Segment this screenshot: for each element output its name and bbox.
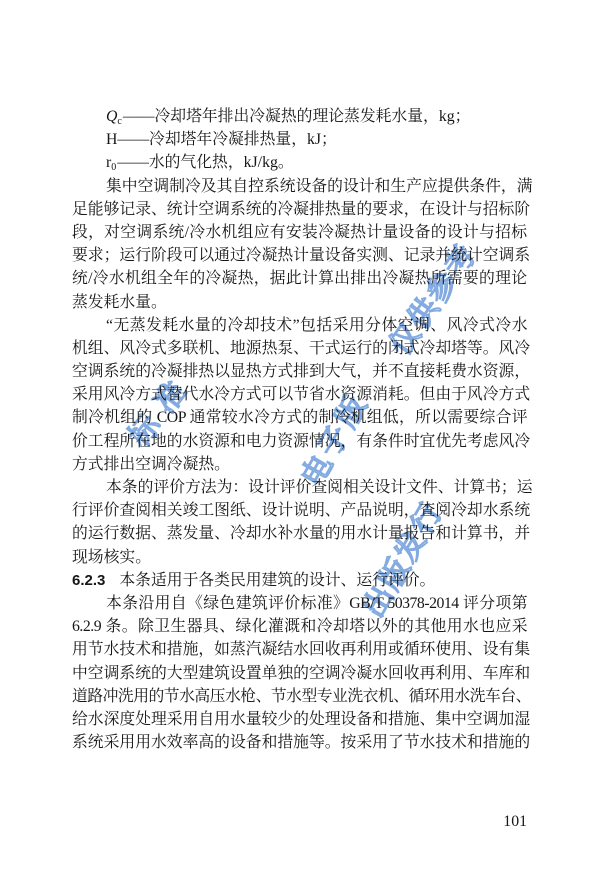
paragraph-line: 道路冲洗用的节水高压水枪、节水型专业洗衣机、循环用水洗车台、 [72,687,531,705]
definition-symbol: H [106,131,118,149]
paragraph-line: 制冷机组的 COP 通常较水冷方式的制冷机组低，所以需要综合评 [72,409,527,427]
page-number: 101 [503,813,527,830]
paragraph-line: 集中空调制冷及其自控系统设备的设计和生产应提供条件，满 [106,177,533,195]
paragraph-line: 给水深度处理采用自用水量较少的处理设备和措施、集中空调加湿 [72,710,531,728]
paragraph-line: 采用风冷方式替代水冷方式可以节省水资源消耗。但由于风冷方式 [72,386,531,404]
watermark-text: 电子版 [294,386,377,493]
paragraph-line: 行评价查阅相关竣工图纸、设计说明、产品说明，查阅冷却水系统 [72,502,531,520]
paragraph-line: 的运行数据、蒸发量、冷却水补水量的用水计量报告和计算书，并 [72,525,531,543]
paragraph-line: 用节水技术和措施，如蒸汽凝结水回收再利用或循环使用、设有集 [72,641,531,659]
definition-text: ——冷却塔年冷凝排热量，kJ； [117,131,337,149]
paragraph-line: 现场核实。 [72,548,151,566]
clause-number: 6.2.3 [72,571,106,589]
paragraph-line: 机组、风冷式多联机、地源热泵、干式运行的闭式冷却塔等。风冷 [72,339,531,357]
definition-qc [72,105,527,128]
watermark-text: 仅供参考 [382,237,485,363]
paragraph-line: 空调系统的冷凝排热以显热方式排到大气，并不直接耗费水资源， [72,363,531,381]
definition-text: ——水的气化热，kJ/kg。 [117,154,294,172]
definition-h [72,128,527,151]
definition-subscript: c [117,116,122,127]
watermark-text: 标准 [121,365,202,454]
body-text [72,105,533,754]
definition-symbol: r [106,154,112,172]
paragraph-line: 中空调系统的大型建筑设置单独的空调冷凝水回收再利用、车库和 [72,664,531,682]
paragraph-line: 足能够记录、统计空调系统的冷凝排热量的要求，在设计与招标阶 [72,200,531,218]
paragraph-line: 系统采用用水效率高的设备和措施等。按采用了节水技术和措施的 [72,734,531,752]
paragraph-line: “无蒸发耗水量的冷却技术”包括采用分体空调、风冷式冷水 [106,316,527,334]
paragraph-line: 价工程所在地的水资源和电力资源情况，有条件时宜优先考虑风冷 [72,432,531,450]
paragraph-line: 要求；运行阶段可以通过冷凝热计量设备实测、记录并统计空调系 [72,247,531,265]
paragraph-clause-explanation [72,592,531,754]
paragraph-line: 本条的评价方法为：设计评价查阅相关设计文件、计算书；运 [106,479,533,496]
definition-r0 [72,151,527,174]
paragraph-line: 方式排出空调冷凝热。 [72,455,230,473]
paragraph-evaluation-method [72,476,533,569]
paragraph-condensation-heat-metering [72,175,533,314]
clause-heading [72,569,527,592]
paragraph-line: 本条沿用自《绿色建筑评价标准》GB/T 50378-2014 评分项第 [106,594,527,612]
paragraph-line: 蒸发耗水量。 [72,293,167,311]
paragraph-no-evaporation-cooling [72,314,531,476]
paragraph-line: 段，对空调系统/冷水机组应有安装冷凝热计量设备的设计与招标 [72,223,527,241]
paragraph-line: 6.2.9 条。除卫生器具、绿化灌溉和冷却塔以外的其他用水也应采 [72,618,527,636]
definition-symbol: Q [106,108,118,125]
definition-subscript: 0 [111,162,117,174]
paragraph-line: 统/冷水机组全年的冷凝热，据此计算出排出冷凝热所需要的理论 [72,270,527,288]
definition-text: ——冷却塔年排出冷凝热的理论蒸发耗水量，kg； [122,108,471,125]
watermark-text: 出版发行 [356,495,451,624]
clause-text: 本条适用于各类民用建筑的设计、运行评价。 [119,571,436,589]
